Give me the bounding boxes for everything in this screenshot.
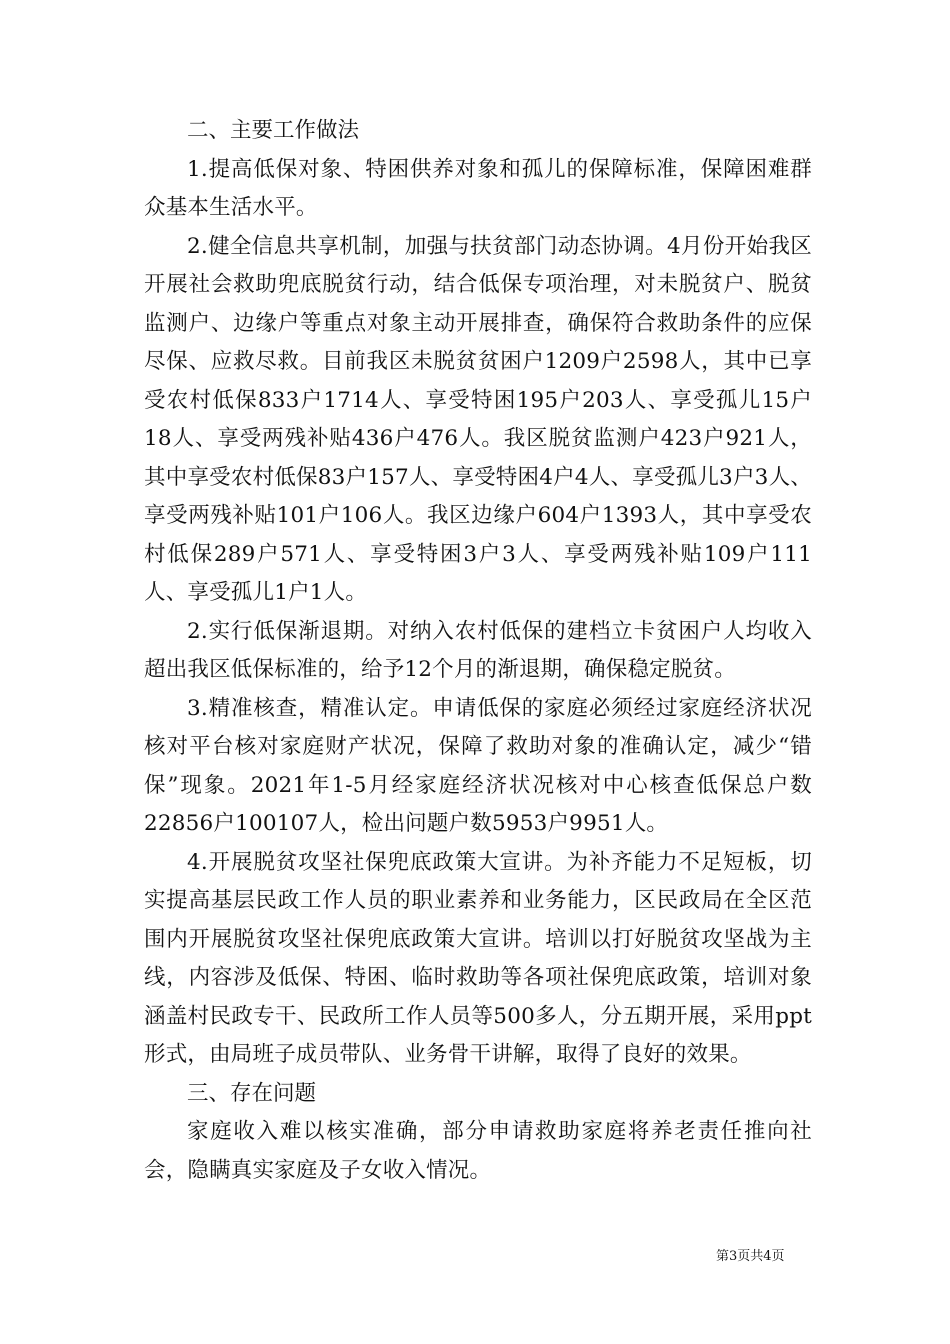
paragraph-5: 4.开展脱贫攻坚社保兜底政策大宣讲。为补齐能力不足短板，切实提高基层民政工作人员的职业素养和业务能力，区民政局在全区范围内开展脱贫攻坚社保兜底政策大宣讲。培训以打好脱贫攻坚战为主线，内容涉及低保、特困、临时救助等各项社保兜底政策，培训对象涵盖村民政专干、民政所工作人员等500多人，分五期开展，采用ppt形式，由局班子成员带队、业务骨干讲解，取得了良好的效果。 (144, 849, 812, 1067)
page-number: 第3页共4页 (716, 1249, 785, 1264)
section-three-heading: 三、存在问题 (187, 1080, 317, 1106)
document-body (144, 112, 812, 1190)
paragraph-6: 家庭收入难以核实准确，部分申请救助家庭将养老责任推向社会，隐瞒真实家庭及子女收入情况。 (144, 1119, 812, 1183)
paragraph-2: 2.健全信息共享机制，加强与扶贫部门动态协调。4月份开始我区开展社会救助兜底脱贫行动，结合低保专项治理，对未脱贫户、脱贫监测户、边缘户等重点对象主动开展排查，确保符合救助条件的应保尽保、应救尽救。目前我区未脱贫贫困户1209户2598人，其中已享受农村低保833户1714人、享受特困195户203人、享受孤儿15户18人、享受两残补贴436户476人。我区脱贫监测户423户921人，其中享受农村低保83户157人、享受特困4户4人、享受孤儿3户3人、享受两残补贴101户106人。我区边缘户604户1393人，其中享受农村低保289户571人、享受特困3户3人、享受两残补贴109户111人、享受孤儿1户1人。 (144, 233, 812, 605)
section-two-heading: 二、主要工作做法 (187, 118, 360, 143)
paragraph-1: 1.提高低保对象、特困供养对象和孤儿的保障标准，保障困难群众基本生活水平。 (144, 156, 812, 220)
paragraph-4: 3.精准核查，精准认定。申请低保的家庭必须经过家庭经济状况核对平台核对家庭财产状况，保障了救助对象的准确认定，减少“错保”现象。2021年1-5月经家庭经济状况核对中心核查低保总户数22856户100107人，检出问题户数5953户9951人。 (144, 695, 812, 836)
paragraph-3: 2.实行低保渐退期。对纳入农村低保的建档立卡贫困户人均收入超出我区低保标准的，给予12个月的渐退期，确保稳定脱贫。 (144, 618, 812, 682)
